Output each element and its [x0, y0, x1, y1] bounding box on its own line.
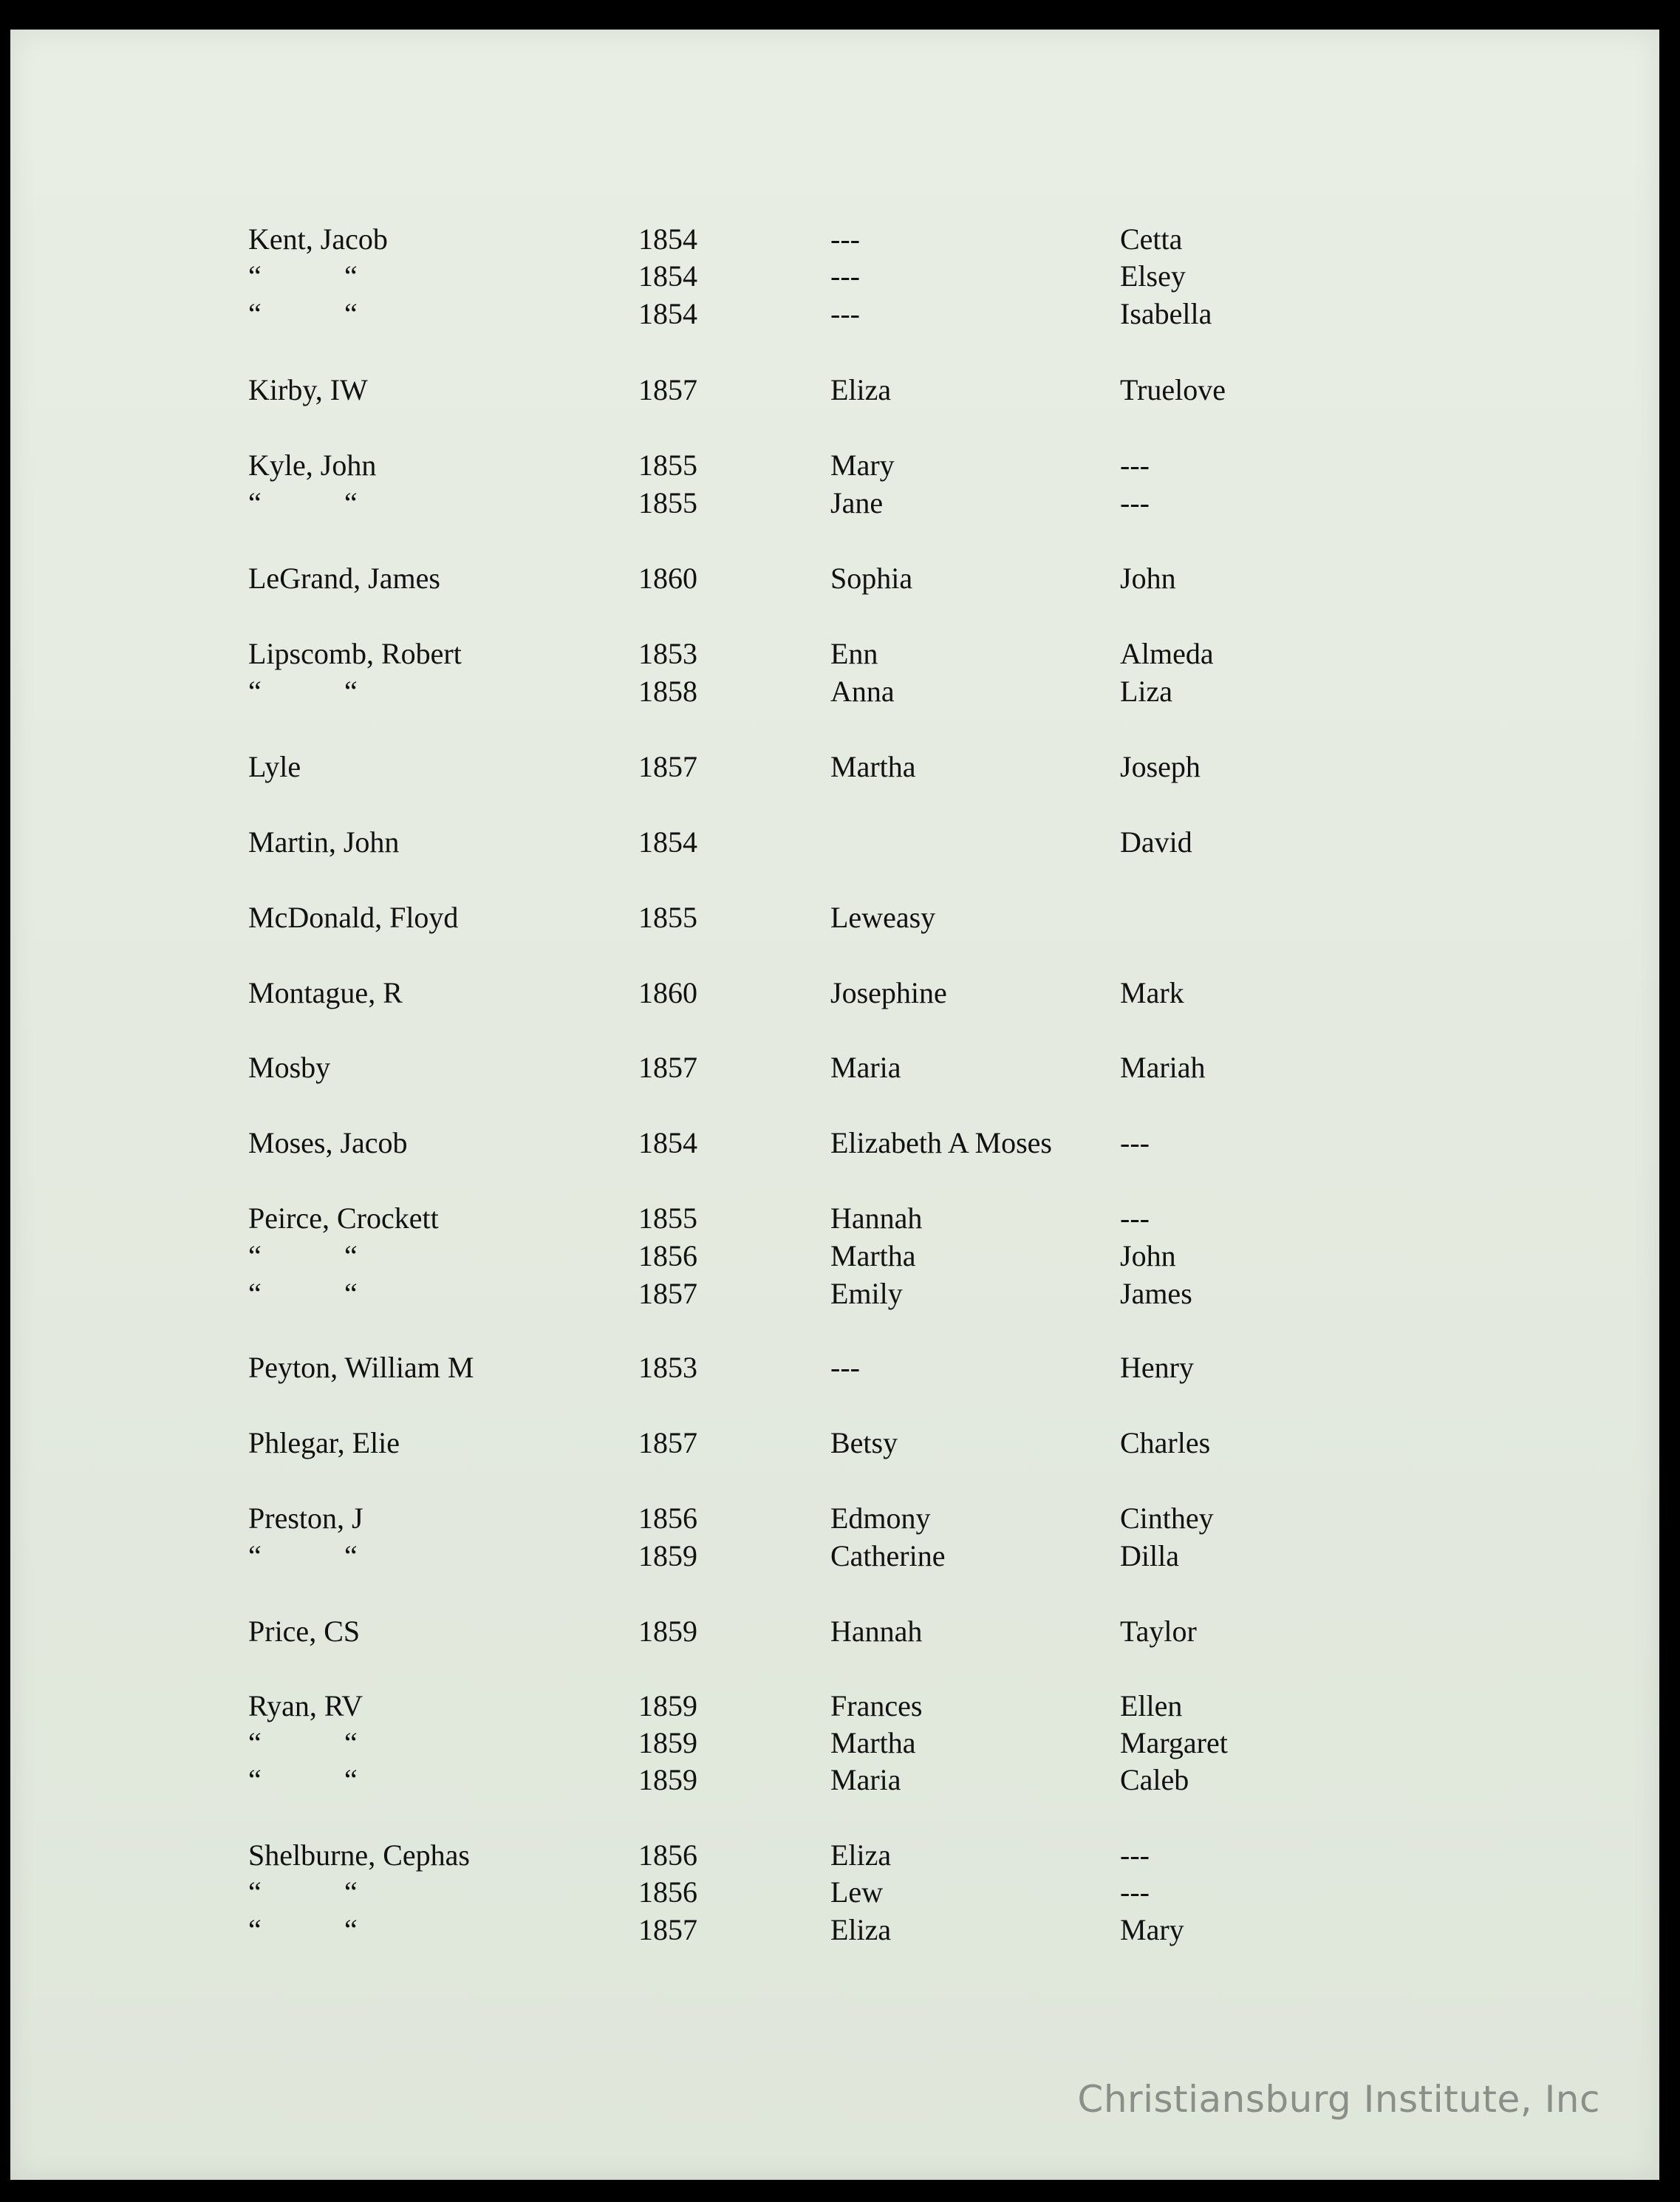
first-name-cell: Frances: [830, 1689, 923, 1722]
ditto-mark-second: “: [344, 675, 358, 708]
first-name-cell: Enn: [830, 637, 878, 670]
year-cell: 1854: [638, 1126, 697, 1159]
second-name-cell: Taylor: [1120, 1615, 1197, 1648]
second-name-cell: ---: [1120, 1126, 1150, 1159]
year-cell: 1856: [638, 1875, 697, 1909]
second-name-cell: Isabella: [1120, 297, 1212, 330]
year-cell: 1854: [638, 222, 697, 256]
first-name-cell: Elizabeth A Moses: [830, 1126, 1052, 1159]
first-name-cell: Leweasy: [830, 901, 936, 934]
first-name-cell: Josephine: [830, 976, 947, 1009]
second-name-cell: Elsey: [1120, 259, 1186, 293]
owner-name: Peyton, William M: [248, 1351, 474, 1384]
table-row: [10, 1761, 1659, 1799]
document-page: [10, 30, 1659, 2180]
first-name-cell: ---: [830, 1351, 860, 1384]
second-name-cell: Margaret: [1120, 1726, 1228, 1759]
owner-name: Moses, Jacob: [248, 1126, 408, 1159]
table-row: [10, 371, 1659, 409]
first-name-cell: Emily: [830, 1277, 903, 1310]
first-name-cell: Betsy: [830, 1426, 898, 1459]
year-cell: 1859: [638, 1539, 697, 1572]
ditto-mark: [248, 484, 358, 522]
ditto-mark-second: “: [344, 1763, 358, 1796]
first-name-cell: Maria: [830, 1763, 901, 1796]
ditto-mark-first: “: [248, 1726, 262, 1759]
table-row: [10, 1911, 1659, 1949]
first-name-cell: Sophia: [830, 562, 913, 595]
ditto-mark: [248, 672, 358, 711]
table-row: [10, 1275, 1659, 1313]
second-name-cell: Charles: [1120, 1426, 1211, 1459]
second-name-cell: Henry: [1120, 1351, 1194, 1384]
year-cell: 1860: [638, 562, 697, 595]
first-name-cell: Eliza: [830, 1838, 892, 1872]
table-row: [10, 484, 1659, 522]
second-name-cell: Mark: [1120, 976, 1184, 1009]
year-cell: 1856: [638, 1501, 697, 1535]
table-row: [10, 1836, 1659, 1875]
ditto-mark-first: “: [248, 1239, 262, 1272]
ditto-mark: [248, 1873, 358, 1912]
ditto-mark-first: “: [248, 297, 262, 330]
watermark: Christiansburg Institute, Inc: [1077, 2078, 1600, 2121]
second-name-cell: ---: [1120, 449, 1150, 482]
second-name-cell: Almeda: [1120, 637, 1214, 670]
year-cell: 1857: [638, 1277, 697, 1310]
second-name-cell: ---: [1120, 1838, 1150, 1872]
year-cell: 1857: [638, 750, 697, 783]
first-name-cell: Catherine: [830, 1539, 946, 1572]
table-row: [10, 823, 1659, 862]
first-name-cell: Hannah: [830, 1201, 923, 1235]
ditto-mark-first: “: [248, 1763, 262, 1796]
ditto-mark-first: “: [248, 675, 262, 708]
ditto-mark-second: “: [344, 486, 358, 519]
table-row: [10, 559, 1659, 598]
ditto-mark: [248, 1537, 358, 1575]
ditto-mark-first: “: [248, 1913, 262, 1946]
second-name-cell: Joseph: [1120, 750, 1201, 783]
year-cell: 1855: [638, 901, 697, 934]
second-name-cell: ---: [1120, 1875, 1150, 1909]
owner-name: Peirce, Crockett: [248, 1201, 439, 1235]
table-row: [10, 1499, 1659, 1538]
second-name-cell: Dilla: [1120, 1539, 1179, 1572]
year-cell: 1857: [638, 1426, 697, 1459]
ditto-mark: [248, 1761, 358, 1799]
table-row: [10, 1724, 1659, 1762]
second-name-cell: ---: [1120, 486, 1150, 519]
owner-name: McDonald, Floyd: [248, 901, 459, 934]
year-cell: 1857: [638, 373, 697, 406]
second-name-cell: Cetta: [1120, 222, 1183, 256]
second-name-cell: James: [1120, 1277, 1192, 1310]
year-cell: 1856: [638, 1838, 697, 1872]
owner-name: Kyle, John: [248, 449, 377, 482]
year-cell: 1855: [638, 1201, 697, 1235]
ditto-mark-first: “: [248, 1539, 262, 1572]
second-name-cell: John: [1120, 1239, 1176, 1272]
owner-name: Kent, Jacob: [248, 222, 388, 256]
table-row: [10, 1612, 1659, 1651]
first-name-cell: ---: [830, 259, 860, 293]
first-name-cell: Jane: [830, 486, 884, 519]
year-cell: 1858: [638, 675, 697, 708]
year-cell: 1860: [638, 976, 697, 1009]
table-row: [10, 748, 1659, 786]
table-row: [10, 1199, 1659, 1238]
table-row: [10, 1124, 1659, 1162]
ditto-mark: [248, 295, 358, 333]
first-name-cell: Eliza: [830, 1913, 892, 1946]
second-name-cell: Ellen: [1120, 1689, 1183, 1722]
ditto-mark-first: “: [248, 259, 262, 293]
table-row: [10, 1873, 1659, 1912]
first-name-cell: Martha: [830, 1726, 916, 1759]
year-cell: 1857: [638, 1051, 697, 1084]
first-name-cell: Hannah: [830, 1615, 923, 1648]
ditto-mark-first: “: [248, 486, 262, 519]
first-name-cell: Eliza: [830, 373, 892, 406]
year-cell: 1855: [638, 486, 697, 519]
first-name-cell: Mary: [830, 449, 895, 482]
first-name-cell: Martha: [830, 750, 916, 783]
year-cell: 1854: [638, 825, 697, 859]
ditto-mark: [248, 257, 358, 296]
owner-name: Kirby, IW: [248, 373, 368, 406]
table-row: [10, 672, 1659, 711]
table-row: [10, 1537, 1659, 1575]
owner-name: Lyle: [248, 750, 301, 783]
ditto-mark: [248, 1724, 358, 1762]
ditto-mark-second: “: [344, 297, 358, 330]
owner-name: Preston, J: [248, 1501, 363, 1535]
year-cell: 1853: [638, 1351, 697, 1384]
owner-name: Price, CS: [248, 1615, 361, 1648]
ditto-mark-second: “: [344, 259, 358, 293]
table-row: [10, 257, 1659, 296]
first-name-cell: ---: [830, 297, 860, 330]
year-cell: 1859: [638, 1615, 697, 1648]
table-row: [10, 446, 1659, 485]
first-name-cell: Martha: [830, 1239, 916, 1272]
second-name-cell: Mary: [1120, 1913, 1184, 1946]
table-row: [10, 1049, 1659, 1087]
first-name-cell: Anna: [830, 675, 895, 708]
table-row: [10, 1237, 1659, 1275]
ditto-mark-second: “: [344, 1277, 358, 1310]
table-row: [10, 635, 1659, 673]
second-name-cell: Caleb: [1120, 1763, 1189, 1796]
first-name-cell: Maria: [830, 1051, 901, 1084]
table-row: [10, 974, 1659, 1012]
year-cell: 1859: [638, 1763, 697, 1796]
ditto-mark-second: “: [344, 1239, 358, 1272]
ditto-mark-second: “: [344, 1726, 358, 1759]
second-name-cell: Liza: [1120, 675, 1173, 708]
first-name-cell: ---: [830, 222, 860, 256]
year-cell: 1859: [638, 1726, 697, 1759]
table-row: [10, 1349, 1659, 1387]
year-cell: 1856: [638, 1239, 697, 1272]
owner-name: Lipscomb, Robert: [248, 637, 462, 670]
second-name-cell: ---: [1120, 1201, 1150, 1235]
year-cell: 1857: [638, 1913, 697, 1946]
records-list: [10, 30, 1659, 2180]
second-name-cell: Cinthey: [1120, 1501, 1214, 1535]
second-name-cell: Mariah: [1120, 1051, 1206, 1084]
year-cell: 1855: [638, 449, 697, 482]
year-cell: 1853: [638, 637, 697, 670]
ditto-mark-first: “: [248, 1277, 262, 1310]
second-name-cell: Truelove: [1120, 373, 1226, 406]
ditto-mark: [248, 1911, 358, 1949]
owner-name: Martin, John: [248, 825, 400, 859]
ditto-mark: [248, 1275, 358, 1313]
ditto-mark: [248, 1237, 358, 1275]
owner-name: Shelburne, Cephas: [248, 1838, 470, 1872]
owner-name: Montague, R: [248, 976, 403, 1009]
table-row: [10, 1424, 1659, 1462]
owner-name: Mosby: [248, 1051, 331, 1084]
year-cell: 1854: [638, 259, 697, 293]
ditto-mark-second: “: [344, 1913, 358, 1946]
table-row: [10, 899, 1659, 937]
table-row: [10, 295, 1659, 333]
ditto-mark-first: “: [248, 1875, 262, 1909]
owner-name: Ryan, RV: [248, 1689, 363, 1722]
year-cell: 1859: [638, 1689, 697, 1722]
owner-name: LeGrand, James: [248, 562, 440, 595]
first-name-cell: Lew: [830, 1875, 884, 1909]
table-row: [10, 1687, 1659, 1725]
owner-name: Phlegar, Elie: [248, 1426, 400, 1459]
second-name-cell: David: [1120, 825, 1192, 859]
table-row: [10, 220, 1659, 259]
year-cell: 1854: [638, 297, 697, 330]
first-name-cell: Edmony: [830, 1501, 931, 1535]
ditto-mark-second: “: [344, 1539, 358, 1572]
ditto-mark-second: “: [344, 1875, 358, 1909]
second-name-cell: John: [1120, 562, 1176, 595]
